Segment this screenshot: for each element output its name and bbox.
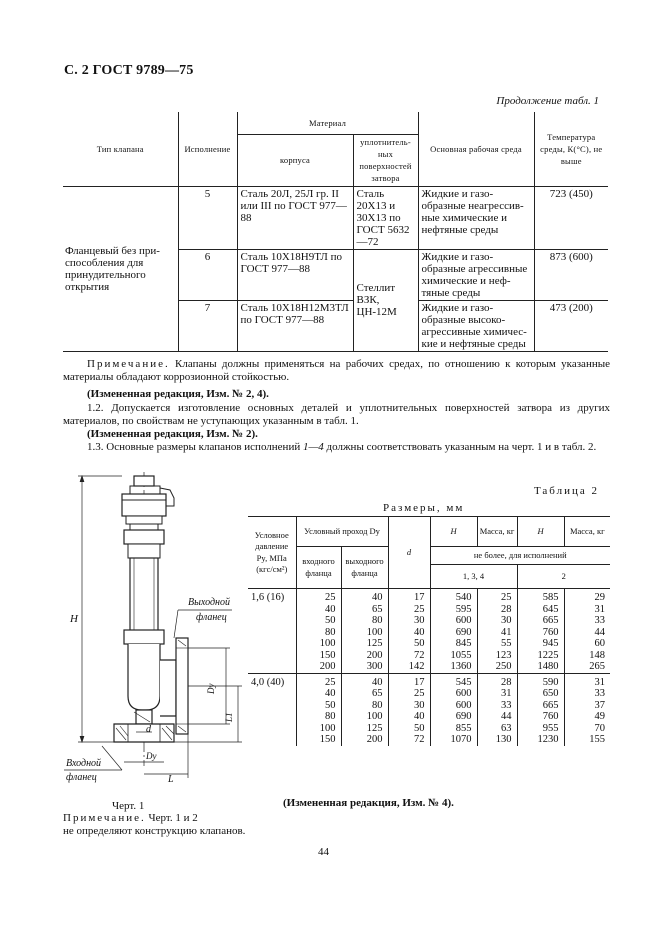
value-cell: 130 bbox=[477, 734, 517, 746]
table1-note bbox=[63, 358, 610, 384]
value-cell: 40 bbox=[388, 627, 430, 639]
col-temp: Температура среды, К(°С), не выше bbox=[534, 112, 608, 186]
value-cell: 65 bbox=[341, 688, 388, 700]
value-cell: 50 bbox=[296, 615, 341, 627]
value-cell: 645 bbox=[517, 604, 564, 616]
value-cell: 690 bbox=[430, 627, 477, 639]
col-variants-2: 2 bbox=[517, 565, 610, 589]
value-cell: 80 bbox=[296, 627, 341, 639]
value-cell: 40 bbox=[296, 604, 341, 616]
value-cell: 125 bbox=[341, 638, 388, 650]
value-cell: 200 bbox=[296, 661, 341, 673]
amendment-2-4: (Измененная редакция, Изм. № 2, 4). bbox=[87, 388, 269, 400]
dim-l1-label: L1 bbox=[224, 712, 234, 722]
temp-cell: 873 (600) bbox=[534, 249, 608, 300]
value-cell: 70 bbox=[564, 723, 610, 735]
body-material-cell: Сталь 10Х18Н12М3ТЛ по ГОСТ 977—88 bbox=[237, 300, 353, 351]
value-cell: 155 bbox=[564, 734, 610, 746]
seal-material-cell: Сталь 20Х13 и 30Х13 по ГОСТ 5632—72 bbox=[353, 186, 418, 249]
value-cell: 600 bbox=[430, 700, 477, 712]
table-row bbox=[248, 723, 610, 735]
value-cell: 250 bbox=[477, 661, 517, 673]
paragraph-1-2: 1.2. Допускается изготовление основных деталей и уплотнительных поверхностей затвора из других материалов, по свойствам не уступающих указанным в табл. 1. bbox=[63, 402, 610, 427]
table-row bbox=[248, 589, 610, 604]
variant-cell: 5 bbox=[178, 186, 237, 249]
value-cell: 760 bbox=[517, 627, 564, 639]
value-cell: 25 bbox=[296, 673, 341, 688]
medium-cell: Жидкие и газообразные агрессивные химические и нефтяные среды bbox=[418, 249, 534, 300]
value-cell: 30 bbox=[477, 615, 517, 627]
value-cell: 148 bbox=[564, 650, 610, 662]
value-cell: 540 bbox=[430, 589, 477, 604]
value-cell: 100 bbox=[296, 638, 341, 650]
temp-cell: 473 (200) bbox=[534, 300, 608, 351]
col-variants-134: 1, 3, 4 bbox=[430, 565, 517, 589]
value-cell: 300 bbox=[341, 661, 388, 673]
valve-drawing bbox=[62, 470, 248, 800]
value-cell: 33 bbox=[564, 615, 610, 627]
amendment-2: (Измененная редакция, Изм. № 2). bbox=[87, 428, 258, 440]
value-cell: 845 bbox=[430, 638, 477, 650]
value-cell: 80 bbox=[341, 700, 388, 712]
variant-cell: 7 bbox=[178, 300, 237, 351]
pressure-cell: 1,6 (16) bbox=[248, 589, 296, 604]
value-cell: 25 bbox=[477, 589, 517, 604]
value-cell: 37 bbox=[564, 700, 610, 712]
amendment-4: (Измененная редакция, Изм. № 4). bbox=[283, 797, 454, 809]
value-cell: 28 bbox=[477, 673, 517, 688]
col-nomore: не более, для исполнений bbox=[430, 547, 610, 565]
value-cell: 545 bbox=[430, 673, 477, 688]
medium-cell: Жидкие и газообразные неагрессивные химические и нефтяные среды bbox=[418, 186, 534, 249]
outlet-label-line1: Выходной bbox=[188, 597, 230, 608]
value-cell: 33 bbox=[564, 688, 610, 700]
table-row bbox=[248, 700, 610, 712]
pressure-cell: 4,0 (40) bbox=[248, 673, 296, 688]
value-cell: 50 bbox=[296, 700, 341, 712]
pressure-cell bbox=[248, 711, 296, 723]
col-mass1: Масса, кг bbox=[477, 517, 517, 547]
value-cell: 41 bbox=[477, 627, 517, 639]
value-cell: 650 bbox=[517, 688, 564, 700]
col-outlet: выходного фланца bbox=[341, 547, 388, 589]
value-cell: 25 bbox=[388, 688, 430, 700]
col-h2: H bbox=[517, 517, 564, 547]
value-cell: 142 bbox=[388, 661, 430, 673]
page-header: С. 2 ГОСТ 9789—75 bbox=[64, 63, 194, 78]
valve-housing bbox=[124, 524, 164, 710]
value-cell: 40 bbox=[296, 688, 341, 700]
value-cell: 40 bbox=[341, 673, 388, 688]
value-cell: 31 bbox=[564, 673, 610, 688]
outlet-flange bbox=[160, 638, 188, 734]
value-cell: 955 bbox=[517, 723, 564, 735]
dimensions-table bbox=[248, 516, 610, 746]
value-cell: 63 bbox=[477, 723, 517, 735]
table2-caption: Таблица 2 bbox=[533, 485, 599, 497]
col-inlet: входного фланца bbox=[296, 547, 341, 589]
seal-material-shared-cell: Стеллит ВЗК, ЦН-12М bbox=[353, 249, 418, 351]
value-cell: 60 bbox=[564, 638, 610, 650]
col-h1: H bbox=[430, 517, 477, 547]
pressure-cell bbox=[248, 604, 296, 616]
pressure-cell bbox=[248, 661, 296, 673]
value-cell: 600 bbox=[430, 615, 477, 627]
value-cell: 855 bbox=[430, 723, 477, 735]
figure-note: Примечание. Черт. 1 и 2 не определяют конструкцию клапанов. bbox=[63, 812, 246, 837]
value-cell: 31 bbox=[477, 688, 517, 700]
table-row bbox=[248, 734, 610, 746]
value-cell: 50 bbox=[388, 723, 430, 735]
value-cell: 200 bbox=[341, 734, 388, 746]
col-dn: Условный проход Dy bbox=[296, 517, 388, 547]
col-variant: Исполнение bbox=[178, 112, 237, 186]
pressure-cell bbox=[248, 638, 296, 650]
value-cell: 25 bbox=[388, 604, 430, 616]
note-label: Примечание. bbox=[87, 358, 170, 370]
col-type: Тип клапана bbox=[63, 112, 178, 186]
value-cell: 80 bbox=[296, 711, 341, 723]
value-cell: 125 bbox=[341, 723, 388, 735]
inlet-label-line1: Входной bbox=[66, 758, 102, 769]
pressure-cell bbox=[248, 700, 296, 712]
table-row bbox=[248, 650, 610, 662]
value-cell: 72 bbox=[388, 650, 430, 662]
inlet-label-line2: фланец bbox=[66, 772, 97, 783]
value-cell: 1230 bbox=[517, 734, 564, 746]
body-material-cell: Сталь 20Л, 25Л гр. II или III по ГОСТ 977—88 bbox=[237, 186, 353, 249]
table-row bbox=[248, 615, 610, 627]
table-row bbox=[248, 661, 610, 673]
value-cell: 100 bbox=[296, 723, 341, 735]
materials-table bbox=[63, 112, 608, 352]
figure-caption: Черт. 1 bbox=[112, 800, 145, 812]
valve-cap bbox=[122, 476, 174, 524]
value-cell: 150 bbox=[296, 734, 341, 746]
dim-h-label: H bbox=[70, 613, 78, 625]
value-cell: 55 bbox=[477, 638, 517, 650]
value-cell: 40 bbox=[341, 589, 388, 604]
value-cell: 665 bbox=[517, 700, 564, 712]
value-cell: 600 bbox=[430, 688, 477, 700]
value-cell: 150 bbox=[296, 650, 341, 662]
table-row bbox=[248, 638, 610, 650]
value-cell: 690 bbox=[430, 711, 477, 723]
col-pressure: Условное давление Py, МПа (кгс/см²) bbox=[248, 517, 296, 589]
value-cell: 100 bbox=[341, 711, 388, 723]
value-cell: 595 bbox=[430, 604, 477, 616]
value-cell: 44 bbox=[477, 711, 517, 723]
medium-cell: Жидкие и газообразные высокоагрессивные химические и нефтяные среды bbox=[418, 300, 534, 351]
value-cell: 265 bbox=[564, 661, 610, 673]
pressure-cell bbox=[248, 627, 296, 639]
value-cell: 49 bbox=[564, 711, 610, 723]
body-material-cell: Сталь 10Х18Н9ТЛ по ГОСТ 977—88 bbox=[237, 249, 353, 300]
table-row bbox=[248, 604, 610, 616]
value-cell: 945 bbox=[517, 638, 564, 650]
value-cell: 123 bbox=[477, 650, 517, 662]
value-cell: 29 bbox=[564, 589, 610, 604]
value-cell: 585 bbox=[517, 589, 564, 604]
value-cell: 50 bbox=[388, 638, 430, 650]
table-continuation-label: Продолжение табл. 1 bbox=[496, 95, 599, 107]
col-body: корпуса bbox=[237, 134, 353, 186]
value-cell: 17 bbox=[388, 589, 430, 604]
value-cell: 72 bbox=[388, 734, 430, 746]
col-mass2: Масса, кг bbox=[564, 517, 610, 547]
table2-title: Размеры, мм bbox=[383, 502, 465, 514]
pressure-cell bbox=[248, 723, 296, 735]
value-cell: 1480 bbox=[517, 661, 564, 673]
note-body: Клапаны должны применяться на рабочих средах, по отношению к которым указанные материалы обладают коррозионной стойкостью. bbox=[63, 358, 610, 383]
value-cell: 40 bbox=[388, 711, 430, 723]
value-cell: 44 bbox=[564, 627, 610, 639]
col-d: d bbox=[388, 517, 430, 589]
table-row bbox=[248, 673, 610, 688]
value-cell: 31 bbox=[564, 604, 610, 616]
pressure-cell bbox=[248, 734, 296, 746]
outlet-label-line2: фланец bbox=[196, 612, 227, 623]
value-cell: 1225 bbox=[517, 650, 564, 662]
temp-cell: 723 (450) bbox=[534, 186, 608, 249]
value-cell: 25 bbox=[296, 589, 341, 604]
value-cell: 200 bbox=[341, 650, 388, 662]
pressure-cell bbox=[248, 650, 296, 662]
value-cell: 665 bbox=[517, 615, 564, 627]
pressure-cell bbox=[248, 688, 296, 700]
value-cell: 1055 bbox=[430, 650, 477, 662]
col-material: Материал bbox=[237, 112, 418, 134]
valve-type-cell: Фланцевый без приспособления для принудительного открытия bbox=[63, 186, 178, 351]
col-seal: уплотнитель- ных поверхностей затвора bbox=[353, 134, 418, 186]
variant-cell: 6 bbox=[178, 249, 237, 300]
table-row bbox=[248, 711, 610, 723]
value-cell: 28 bbox=[477, 604, 517, 616]
value-cell: 30 bbox=[388, 615, 430, 627]
value-cell: 33 bbox=[477, 700, 517, 712]
table-row bbox=[248, 627, 610, 639]
value-cell: 760 bbox=[517, 711, 564, 723]
paragraph-1-3: 1.3. Основные размеры клапанов исполнений 1—4 должны соответствовать указанным на черт. 1 и в табл. 2. bbox=[87, 441, 597, 453]
value-cell: 17 bbox=[388, 673, 430, 688]
table-row bbox=[63, 186, 608, 249]
dim-l-label: L bbox=[168, 774, 174, 785]
value-cell: 100 bbox=[341, 627, 388, 639]
value-cell: 30 bbox=[388, 700, 430, 712]
dim-dy-bottom-label: Dy bbox=[146, 751, 157, 761]
col-medium: Основная рабочая среда bbox=[418, 112, 534, 186]
pressure-cell bbox=[248, 615, 296, 627]
value-cell: 80 bbox=[341, 615, 388, 627]
dim-d-label: d bbox=[146, 724, 151, 735]
page-number: 44 bbox=[318, 846, 329, 858]
table-row bbox=[248, 688, 610, 700]
dim-dy-side-label: Dy bbox=[206, 683, 216, 694]
value-cell: 1070 bbox=[430, 734, 477, 746]
value-cell: 1360 bbox=[430, 661, 477, 673]
value-cell: 65 bbox=[341, 604, 388, 616]
value-cell: 590 bbox=[517, 673, 564, 688]
